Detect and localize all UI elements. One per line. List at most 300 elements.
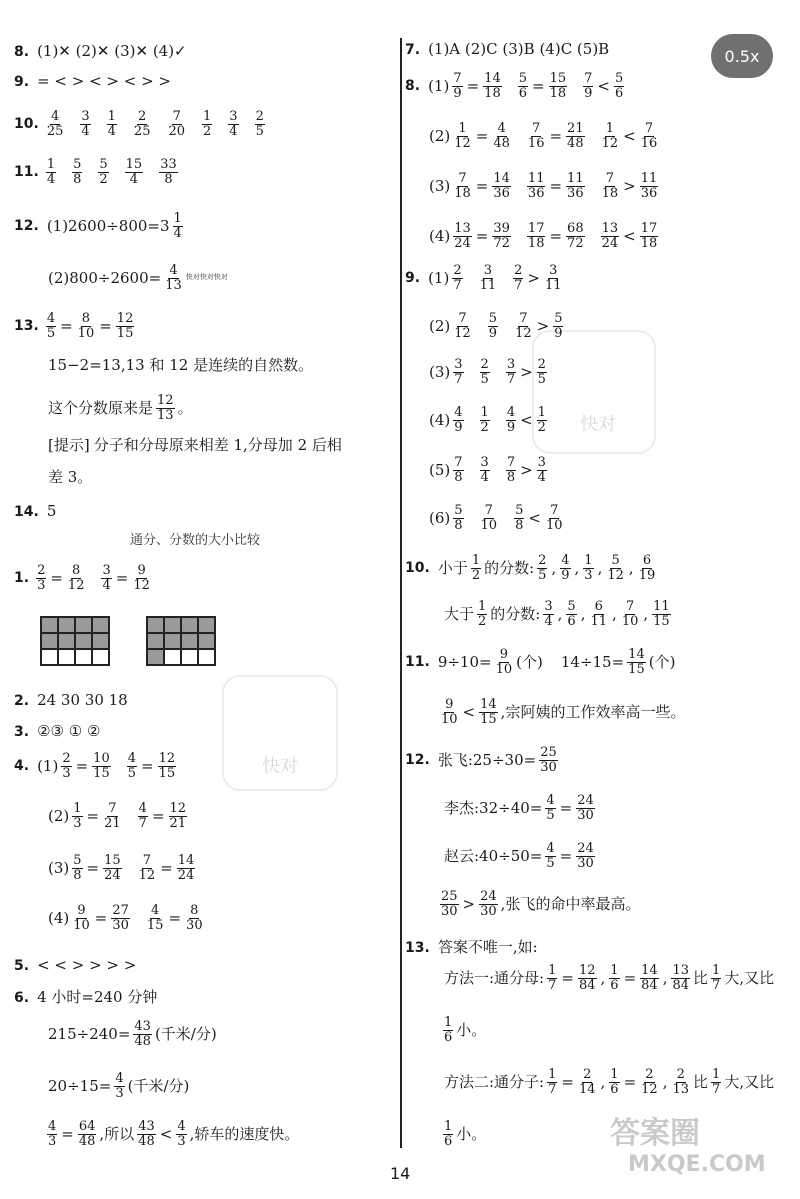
- fraction: [638, 554, 657, 582]
- denominator: 5: [538, 567, 547, 583]
- numerator: 5: [567, 599, 576, 614]
- fraction: [514, 504, 524, 532]
- answer-12-1: [14, 212, 184, 240]
- numerator: 7: [584, 71, 593, 86]
- answer-9-row: [405, 264, 564, 292]
- numerator: 1: [107, 109, 116, 124]
- denominator: 48: [134, 1033, 151, 1049]
- fraction: [138, 802, 148, 830]
- denominator: 9: [488, 325, 498, 341]
- fraction: [479, 264, 498, 292]
- text: 5: [46, 502, 57, 520]
- text: (个): [516, 652, 543, 671]
- text: 小。: [456, 1020, 487, 1039]
- numerator: 12: [116, 311, 134, 326]
- text: 。: [177, 398, 193, 417]
- text: 3.: [14, 723, 30, 740]
- fraction: [543, 600, 553, 628]
- numerator: 2: [255, 109, 264, 124]
- fraction: [453, 456, 463, 484]
- fraction: [125, 158, 144, 186]
- numerator: 1: [537, 405, 546, 420]
- operator-symbol: =: [623, 1072, 637, 1091]
- denominator: 10: [545, 517, 563, 533]
- fraction: [77, 312, 96, 340]
- numerator: 7: [108, 801, 117, 816]
- fraction: [495, 648, 514, 676]
- numerator: 4: [169, 263, 178, 278]
- fraction: [453, 122, 472, 150]
- fraction: [506, 358, 516, 386]
- denominator: 12: [454, 325, 471, 341]
- fraction: [545, 794, 555, 822]
- numerator: 14: [628, 647, 645, 662]
- numerator: 7: [532, 121, 541, 136]
- operator-symbol: =: [561, 968, 574, 987]
- fraction: [67, 564, 86, 592]
- denominator: 8: [454, 469, 463, 485]
- fraction: [518, 72, 528, 100]
- numerator: 1: [610, 963, 619, 978]
- text: ,张飞的命中率最高。: [500, 894, 641, 913]
- fraction: [255, 110, 265, 138]
- denominator: 4: [544, 613, 553, 629]
- numerator: 12: [157, 393, 174, 408]
- fraction: [640, 222, 659, 250]
- numerator: 6: [594, 599, 603, 614]
- fraction: [640, 122, 659, 150]
- fraction: [578, 1068, 597, 1096]
- grid-cell: [75, 617, 92, 633]
- denominator: 3: [37, 577, 46, 593]
- section-answer-6-1: [14, 990, 159, 1005]
- grid-cell: [164, 633, 181, 649]
- denominator: 7: [454, 371, 463, 387]
- fraction: [443, 1120, 453, 1148]
- text: [提示]: [48, 436, 90, 454]
- operator-symbol: =: [115, 568, 129, 587]
- answer-13-1: [405, 940, 540, 955]
- numerator: 12: [169, 801, 187, 816]
- text: (1): [37, 756, 59, 775]
- denominator: 5: [546, 855, 555, 871]
- text: ,轿车的速度快。: [189, 1124, 300, 1143]
- denominator: 8: [454, 517, 463, 533]
- fraction: [537, 406, 547, 434]
- denominator: 24: [177, 867, 195, 883]
- numerator: 3: [506, 357, 516, 372]
- numerator: 7: [625, 599, 635, 614]
- grid-cell: [181, 617, 198, 633]
- grid-cell: [41, 649, 58, 665]
- answer-9-row: [427, 358, 548, 386]
- numerator: 4: [454, 405, 463, 420]
- fraction: [527, 122, 546, 150]
- watermark-site: MXQE.COM: [628, 1152, 766, 1177]
- answer-13-m2-tail: [442, 1120, 488, 1148]
- text: 大,又比: [724, 1072, 775, 1091]
- denominator: 7: [712, 977, 721, 993]
- numerator: 1: [584, 553, 593, 568]
- numerator: 1: [548, 963, 557, 978]
- text: 7.: [405, 41, 421, 58]
- denominator: 2: [203, 123, 212, 139]
- fraction: [440, 890, 459, 918]
- fraction: [492, 172, 511, 200]
- operator-symbol: ,: [551, 558, 557, 577]
- fraction: [576, 842, 595, 870]
- operator-symbol: <: [462, 702, 476, 721]
- answer-12-2: [46, 264, 228, 292]
- fraction: [127, 752, 137, 780]
- operator-symbol: ,: [643, 604, 649, 623]
- text: 6.: [14, 989, 30, 1006]
- section-answer-4-row: [46, 802, 188, 830]
- denominator: 16: [527, 135, 545, 151]
- operator-symbol: =: [475, 126, 489, 145]
- section-answer-4-row: [14, 752, 177, 780]
- text: (3): [429, 362, 451, 381]
- denominator: 15: [116, 325, 134, 341]
- fraction: [452, 264, 462, 292]
- text: 10.: [405, 560, 430, 577]
- text: 快对快对快对: [185, 273, 228, 282]
- denominator: 13: [157, 407, 174, 423]
- fraction: [609, 964, 619, 992]
- text: (4): [48, 908, 70, 927]
- fraction-grid-2-3: [40, 616, 110, 666]
- grid-cell: [75, 649, 92, 665]
- fraction: [114, 1072, 124, 1100]
- fraction: [483, 72, 502, 100]
- denominator: 9: [584, 85, 593, 101]
- denominator: 11: [545, 277, 562, 293]
- text: 5.: [14, 957, 30, 974]
- numerator: 2: [537, 357, 546, 372]
- numerator: 3: [537, 455, 546, 470]
- fraction: [46, 110, 65, 138]
- fraction: [537, 554, 547, 582]
- numerator: 7: [644, 121, 654, 136]
- operator-symbol: ,: [612, 604, 617, 623]
- grid-cell: [164, 649, 181, 665]
- answer-13-m1: [442, 964, 776, 992]
- text: 14.: [14, 503, 39, 520]
- fraction: [547, 1068, 557, 1096]
- denominator: 25: [133, 123, 151, 139]
- section-answer-3: [14, 724, 102, 739]
- answer-11-2: [439, 698, 687, 726]
- operator-symbol: =: [75, 756, 89, 775]
- numerator: 7: [484, 503, 493, 518]
- operator-symbol: >: [520, 362, 533, 381]
- operator-symbol: <: [520, 410, 533, 429]
- fraction: [547, 964, 557, 992]
- operator-symbol: =: [559, 798, 573, 817]
- numerator: 4: [151, 903, 160, 918]
- fraction: [480, 456, 490, 484]
- grid-cell: [92, 617, 109, 633]
- denominator: 9: [554, 325, 563, 341]
- numerator: 27: [112, 903, 129, 918]
- fraction: [164, 264, 183, 292]
- text: 4 小时=240 分钟: [37, 988, 158, 1006]
- text: (千米/分): [154, 1024, 217, 1043]
- denominator: 8: [506, 469, 516, 485]
- fraction: [627, 648, 646, 676]
- speed-badge[interactable]: 0.5x: [711, 34, 773, 78]
- operator-symbol: =: [532, 76, 545, 95]
- grid-cell: [41, 633, 58, 649]
- text: 1.: [14, 570, 30, 587]
- answer-11-1: [405, 648, 677, 676]
- text: 分子和分母原来相差 1,分母加 2 后相: [93, 436, 342, 454]
- denominator: 30: [112, 917, 129, 933]
- text: (1): [428, 76, 450, 95]
- fraction: [61, 752, 71, 780]
- fraction: [133, 110, 152, 138]
- numerator: 17: [640, 221, 658, 236]
- fraction: [159, 158, 178, 186]
- fraction: [583, 554, 593, 582]
- numerator: 1: [73, 801, 82, 816]
- numerator: 25: [441, 889, 458, 904]
- denominator: 4: [129, 171, 139, 187]
- fraction: [601, 172, 620, 200]
- fraction: [202, 110, 212, 138]
- fraction: [621, 600, 640, 628]
- denominator: 4: [102, 577, 111, 593]
- numerator: 21: [567, 121, 584, 136]
- text: 24 30 30 18: [37, 691, 128, 709]
- numerator: 5: [99, 157, 108, 172]
- denominator: 11: [479, 277, 497, 293]
- numerator: 14: [484, 71, 501, 86]
- numerator: 4: [497, 121, 506, 136]
- right-column: [405, 0, 800, 1199]
- left-column: [0, 0, 398, 1199]
- text: (6): [429, 508, 451, 527]
- fraction: [103, 802, 122, 830]
- text: 这个分数原来是: [48, 398, 154, 417]
- numerator: 2: [62, 751, 71, 766]
- section-answer-6-3: [46, 1072, 191, 1100]
- fraction: [583, 72, 593, 100]
- fraction: [169, 802, 188, 830]
- fraction: [671, 1068, 690, 1096]
- text: ,宗阿姨的工作效率高一些。: [500, 702, 686, 721]
- denominator: 6: [610, 1081, 619, 1097]
- fraction: [228, 110, 238, 138]
- answer-9-row: [427, 312, 564, 340]
- denominator: 30: [577, 855, 594, 871]
- denominator: 15: [628, 661, 645, 677]
- numerator: 4: [115, 1071, 124, 1086]
- grid-cell: [198, 617, 215, 633]
- grid-cell: [58, 633, 75, 649]
- watermark-site-logo: 答案圈: [610, 1116, 700, 1151]
- operator-symbol: <: [159, 1124, 173, 1143]
- denominator: 4: [480, 469, 489, 485]
- fraction: [506, 456, 516, 484]
- section-answer-6-4: [46, 1120, 301, 1148]
- text: 比: [693, 1072, 709, 1091]
- numerator: 17: [527, 221, 545, 236]
- fraction: [158, 752, 177, 780]
- numerator: 8: [81, 311, 91, 326]
- text: 4.: [14, 758, 30, 775]
- operator-symbol: ,: [600, 1072, 606, 1091]
- answer-10: [14, 110, 280, 138]
- numerator: 6: [642, 553, 652, 568]
- numerator: 1: [46, 157, 56, 172]
- fraction: [537, 456, 547, 484]
- answer-13-1: [14, 312, 135, 340]
- section-answer-2: [14, 693, 130, 708]
- denominator: 2: [471, 567, 481, 583]
- fraction: [92, 752, 111, 780]
- denominator: 3: [48, 1133, 57, 1149]
- fraction: [480, 358, 490, 386]
- numerator: 3: [549, 263, 558, 278]
- numerator: 33: [160, 157, 177, 172]
- operator-symbol: >: [520, 460, 533, 479]
- fraction: [453, 172, 472, 200]
- denominator: 36: [493, 185, 510, 201]
- numerator: 5: [611, 553, 620, 568]
- denominator: 36: [527, 185, 545, 201]
- denominator: 10: [621, 613, 639, 629]
- denominator: 12: [138, 867, 156, 883]
- operator-symbol: ,: [662, 1072, 668, 1091]
- operator-symbol: =: [94, 908, 108, 927]
- denominator: 6: [614, 85, 624, 101]
- fraction: [578, 964, 597, 992]
- denominator: 30: [540, 759, 557, 775]
- denominator: 24: [104, 867, 121, 883]
- numerator: 2: [583, 1067, 592, 1082]
- numerator: 64: [78, 1119, 96, 1134]
- fraction: [576, 794, 595, 822]
- numerator: 1: [712, 1067, 721, 1082]
- denominator: 30: [577, 807, 594, 823]
- fraction: [452, 72, 462, 100]
- numerator: 8: [190, 903, 199, 918]
- fraction: [167, 110, 186, 138]
- denominator: 7: [453, 277, 462, 293]
- denominator: 48: [567, 135, 584, 151]
- denominator: 5: [255, 123, 264, 139]
- fraction: [566, 222, 585, 250]
- answer-10-1: [405, 554, 657, 582]
- fraction: [72, 158, 82, 186]
- text: (2): [429, 126, 451, 145]
- denominator: 8: [73, 867, 82, 883]
- denominator: 84: [578, 977, 596, 993]
- denominator: 13: [165, 277, 182, 293]
- operator-symbol: =: [466, 76, 480, 95]
- denominator: 84: [641, 977, 658, 993]
- answer-9-row: [427, 406, 548, 434]
- operator-symbol: =: [475, 176, 489, 195]
- numerator: 4: [506, 405, 516, 420]
- denominator: 30: [480, 903, 497, 919]
- denominator: 16: [640, 135, 658, 151]
- answer-12-3: [442, 842, 596, 870]
- numerator: 2: [514, 263, 523, 278]
- text: (2)800÷2600=: [48, 268, 162, 287]
- operator-symbol: =: [60, 316, 73, 335]
- fraction: [601, 222, 620, 250]
- denominator: 30: [186, 917, 203, 933]
- numerator: 24: [577, 793, 594, 808]
- denominator: 12: [607, 567, 624, 583]
- numerator: 2: [538, 553, 547, 568]
- denominator: 3: [584, 567, 593, 583]
- numerator: 3: [544, 599, 553, 614]
- text: (2): [429, 316, 451, 335]
- numerator: 7: [172, 109, 181, 124]
- numerator: 14: [493, 171, 510, 186]
- numerator: 11: [653, 599, 670, 614]
- text: (千米/分): [127, 1076, 190, 1095]
- numerator: 24: [480, 889, 497, 904]
- denominator: 5: [46, 325, 56, 341]
- fraction: [566, 600, 576, 628]
- numerator: 13: [601, 221, 619, 236]
- text: 比: [693, 968, 709, 987]
- text: 方法二:通分子:: [444, 1072, 545, 1091]
- fraction: [185, 904, 204, 932]
- text: 小于: [437, 558, 468, 577]
- denominator: 10: [480, 517, 498, 533]
- operator-symbol: =: [623, 968, 637, 987]
- fraction: [527, 172, 546, 200]
- answer-12-1: [405, 746, 559, 774]
- denominator: 30: [441, 903, 458, 919]
- denominator: 7: [514, 277, 523, 293]
- fraction: [36, 564, 46, 592]
- numerator: 7: [453, 71, 462, 86]
- answer-13-m2: [442, 1068, 776, 1096]
- answer-8-row: [427, 122, 659, 150]
- denominator: 18: [527, 235, 545, 251]
- answer-14: [14, 504, 58, 519]
- operator-symbol: <: [597, 76, 610, 95]
- denominator: 15: [146, 917, 164, 933]
- denominator: 12: [454, 135, 471, 151]
- denominator: 3: [73, 815, 82, 831]
- denominator: 36: [567, 185, 584, 201]
- numerator: 7: [519, 311, 528, 326]
- grid-cell: [41, 617, 58, 633]
- answer-9-row: [427, 456, 548, 484]
- fraction: [80, 110, 90, 138]
- operator-symbol: =: [160, 858, 173, 877]
- numerator: 5: [614, 71, 624, 86]
- numerator: 13: [672, 963, 690, 978]
- fraction: [471, 554, 481, 582]
- fraction: [173, 212, 183, 240]
- numerator: 5: [454, 503, 463, 518]
- numerator: 11: [640, 171, 658, 186]
- grid-cell: [198, 633, 215, 649]
- denominator: 6: [567, 613, 576, 629]
- column-divider: [400, 38, 402, 1148]
- section-answer-4-row: [46, 854, 196, 882]
- section-title: 通分、分数的大小比较: [130, 533, 261, 548]
- denominator: 7: [712, 1081, 721, 1097]
